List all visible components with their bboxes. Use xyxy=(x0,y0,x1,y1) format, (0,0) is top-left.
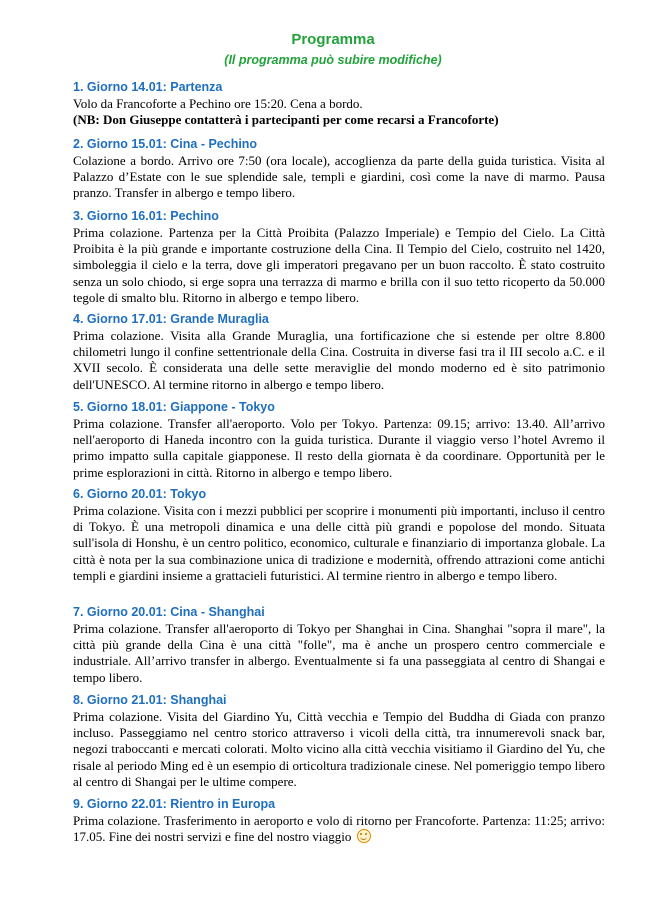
day-heading: 5. Giorno 18.01: Giappone - Tokyo xyxy=(73,400,275,414)
page-title: Programma xyxy=(291,31,375,48)
day-heading: 3. Giorno 16.01: Pechino xyxy=(73,209,219,223)
day-section-4 xyxy=(73,311,605,393)
day-heading: 8. Giorno 21.01: Shanghai xyxy=(73,693,227,707)
day-section-1 xyxy=(73,79,605,128)
day-section-9 xyxy=(73,796,605,845)
day-heading: 6. Giorno 20.01: Tokyo xyxy=(73,487,207,501)
smiley-icon xyxy=(357,829,371,843)
day-heading: 9. Giorno 22.01: Rientro in Europa xyxy=(73,797,276,811)
day-description: Prima colazione. Visita con i mezzi pubblici per scoprire i monumenti più importanti, incluso il centro di Tokyo. È una metropoli dinamica e una delle città più grandi e popolose del mondo. Situata sull'isola di Honshu, è un centro politico, economico, culturale e finanziario di importanza globale. La città è nota per la sua combinazione unica di tradizione e modernità, offrendo attrazioni come antichi templi e giardini insieme a grattacieli futuristici. Al termine rientro in albergo e tempo libero. xyxy=(73,503,605,583)
day-description: Prima colazione. Visita alla Grande Muraglia, una fortificazione che si estende per oltre 8.800 chilometri lungo il confine settentrionale della Cina. Costruita in diverse fasi tra il III secolo a.C. e il XVII secolo. È considerata una delle sette meraviglie del mondo moderno ed è sito patrimonio dell'UNESCO. Al termine ritorno in albergo e tempo libero. xyxy=(73,328,605,392)
day-description: Prima colazione. Trasferimento in aeroporto e volo di ritorno per Francoforte. Partenza: 11:25; arrivo: 17.05. Fine dei nostri servizi e fine del nostro viaggio xyxy=(73,813,605,845)
day-description: Volo da Francoforte a Pechino ore 15:20. Cena a bordo. xyxy=(73,96,363,111)
day-section-6 xyxy=(73,486,605,584)
day-text xyxy=(73,813,605,845)
day-section-8 xyxy=(73,692,605,790)
day-section-3 xyxy=(73,208,605,306)
day-description: Colazione a bordo. Arrivo ore 7:50 (ora locale), accoglienza da parte della guida turistica. Visita al Palazzo d’Estate con le sue splendide sale, templi e giardini, così come la nave di marmo. Pausa pranzo. Transfer in albergo e tempo libero. xyxy=(73,153,605,201)
day-description: Prima colazione. Visita del Giardino Yu, Città vecchia e Tempio del Buddha di Giada con pranzo incluso. Passeggiamo nel centro storico attraverso i vicoli della città, tra innumerevoli snack bar, negozi traboccanti e mercati colorati. Molto vicino alla città vecchia visitiamo il Giardino del Yu, che risale al periodo Ming ed è un esempio di orticoltura tradizionale cinese. Nel pomeriggio tempo libero al centro di Shangai per le ultime compere. xyxy=(73,709,605,789)
day-description: Prima colazione. Transfer all'aeroporto di Tokyo per Shanghai in Cina. Shanghai "sopra il mare", la città più grande della Cina è una città "folle", ma è anche un prospero centro commerciale e industriale. All’arrivo transfer in albergo. Eventualmente si fa una passeggiata al centro di Shangai e tempo libero. xyxy=(73,621,605,685)
day-heading: 4. Giorno 17.01: Grande Muraglia xyxy=(73,312,269,326)
day-section-7 xyxy=(73,604,605,686)
day-heading: 2. Giorno 15.01: Cina - Pechino xyxy=(73,137,258,151)
page-subtitle: (Il programma può subire modifiche) xyxy=(224,53,442,67)
day-section-2 xyxy=(73,136,605,202)
day-description: Prima colazione. Transfer all'aeroporto. Volo per Tokyo. Partenza: 09.15; arrivo: 13.40. All’arrivo nell'aeroporto di Haneda incontro con la guida turistica. Durante il viaggio verso l’hotel Avremo il primo impatto sulla capitale giapponese. Il resto della giornata è da coordinare. Opportunità per le prime esplorazioni in città. Ritorno in albergo e tempo libero. xyxy=(73,416,605,480)
day-heading: 1. Giorno 14.01: Partenza xyxy=(73,80,223,94)
day-description: Prima colazione. Partenza per la Città Proibita (Palazzo Imperiale) e Tempio del Cielo. La Città Proibita è la più grande e importante costruzione della Cina. Il Tempio del Cielo, costruito nel 1420, simboleggia il cielo e la terra, dove gli imperatori pregavano per un buon raccolto. È stato costruito senza un solo chiodo, si erge sopra una terrazza di marmo e brilla con il suo tetto ricoperto da 50.000 tegole di smalto blu. Ritorno in albergo e tempo libero. xyxy=(73,225,605,305)
day-text xyxy=(73,96,605,128)
day-section-5 xyxy=(73,399,605,481)
day-heading: 7. Giorno 20.01: Cina - Shanghai xyxy=(73,605,265,619)
day-note: (NB: Don Giuseppe contatterà i partecipanti per come recarsi a Francoforte) xyxy=(73,112,499,128)
